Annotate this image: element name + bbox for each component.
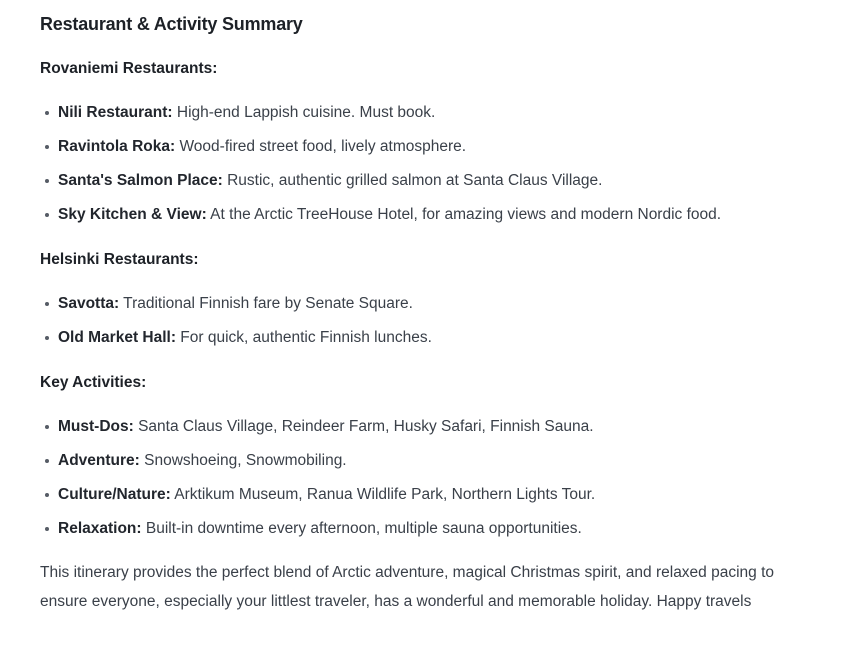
helsinki-restaurant-list: [40, 293, 810, 349]
bullet-icon: [45, 145, 49, 149]
item-description: Santa Claus Village, Reindeer Farm, Husky Safari, Finnish Sauna.: [133, 418, 594, 435]
item-term: Nili Restaurant:: [58, 104, 173, 121]
list-item: [40, 484, 810, 506]
item-description: Arktikum Museum, Ranua Wildlife Park, Northern Lights Tour.: [170, 486, 596, 503]
item-description: For quick, authentic Finnish lunches.: [176, 329, 432, 346]
bullet-icon: [45, 302, 49, 306]
item-description: Traditional Finnish fare by Senate Square.: [119, 295, 413, 312]
list-item: [40, 204, 810, 226]
list-item: [40, 518, 810, 540]
section-heading-rovaniemi-restaurants: Rovaniemi Restaurants:: [40, 60, 218, 77]
item-description: At the Arctic TreeHouse Hotel, for amazing views and modern Nordic food.: [206, 206, 722, 223]
list-item: [40, 327, 810, 349]
page-title: Restaurant & Activity Summary: [40, 14, 303, 34]
key-activities-list: [40, 416, 810, 540]
section-heading-key-activities: Key Activities:: [40, 374, 147, 391]
list-item: [40, 102, 810, 124]
item-term: Must-Dos:: [58, 418, 134, 435]
rovaniemi-restaurant-list: [40, 102, 810, 226]
closing-paragraph: This itinerary provides the perfect blend of Arctic adventure, magical Christmas spirit, and relaxed pacing to ensure everyone, especially your littlest traveler, has a wonderful and memorable holiday. Happy travels: [40, 564, 775, 610]
item-term: Old Market Hall:: [58, 329, 176, 346]
item-term: Adventure:: [58, 452, 140, 469]
list-item: [40, 136, 810, 158]
item-term: Relaxation:: [58, 520, 142, 537]
item-term: Savotta:: [58, 295, 120, 312]
item-term: Sky Kitchen & View:: [58, 206, 207, 223]
item-description: Rustic, authentic grilled salmon at Santa Claus Village.: [222, 172, 603, 189]
item-description: Built-in downtime every afternoon, multiple sauna opportunities.: [141, 520, 582, 537]
bullet-icon: [45, 179, 49, 183]
list-item: [40, 293, 810, 315]
item-term: Culture/Nature:: [58, 486, 171, 503]
list-item: [40, 416, 810, 438]
bullet-icon: [45, 459, 49, 463]
bullet-icon: [45, 336, 49, 340]
bullet-icon: [45, 425, 49, 429]
bullet-icon: [45, 527, 49, 531]
item-description: Wood-fired street food, lively atmosphere.: [175, 138, 467, 155]
bullet-icon: [45, 213, 49, 217]
bullet-icon: [45, 111, 49, 115]
bullet-icon: [45, 493, 49, 497]
section-heading-helsinki-restaurants: Helsinki Restaurants:: [40, 251, 199, 268]
list-item: [40, 170, 810, 192]
item-term: Ravintola Roka:: [58, 138, 176, 155]
item-description: Snowshoeing, Snowmobiling.: [139, 452, 347, 469]
item-term: Santa's Salmon Place:: [58, 172, 223, 189]
list-item: [40, 450, 810, 472]
item-description: High-end Lappish cuisine. Must book.: [172, 104, 436, 121]
